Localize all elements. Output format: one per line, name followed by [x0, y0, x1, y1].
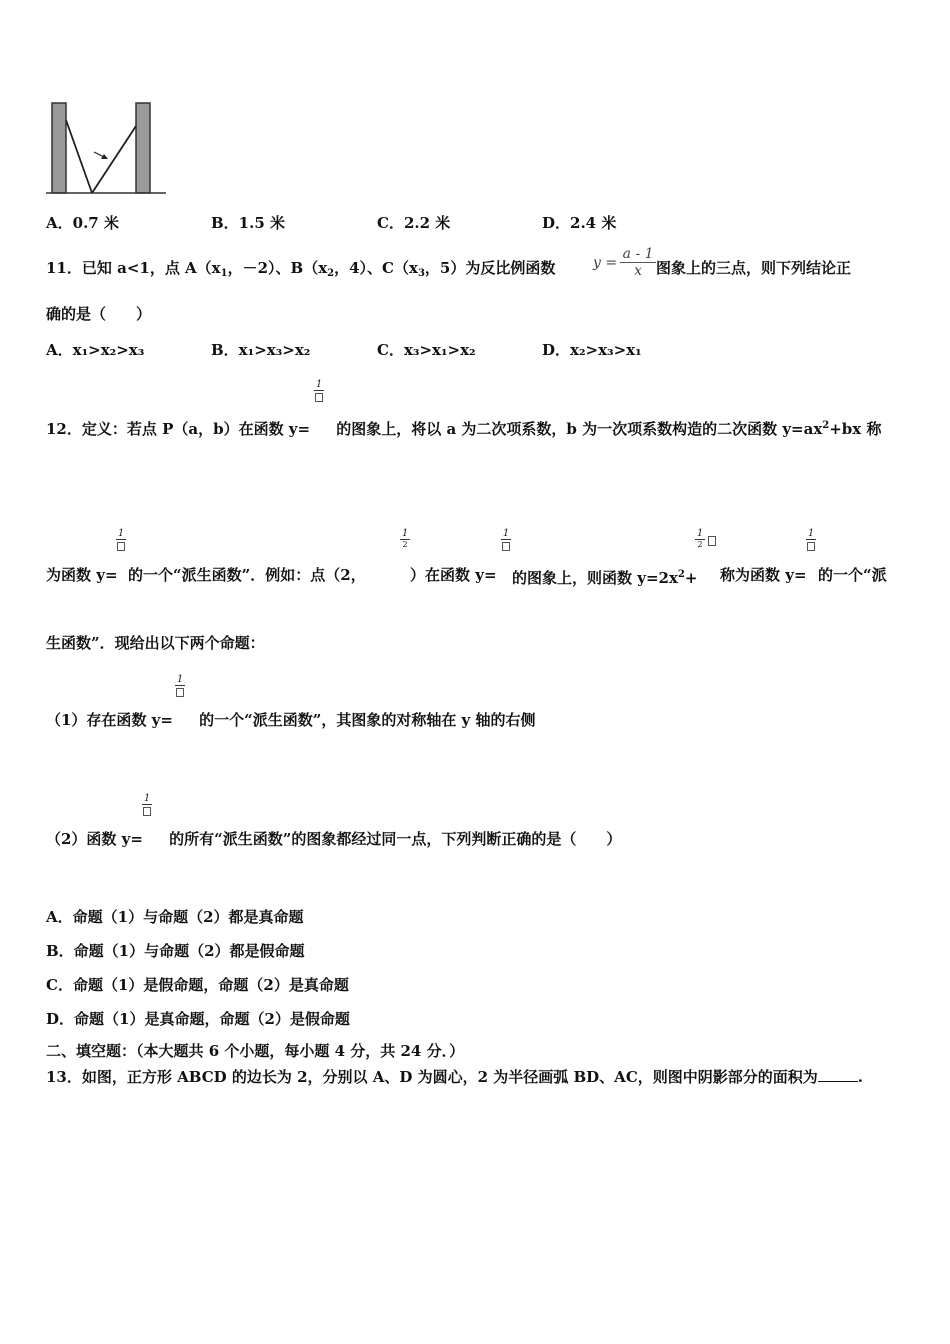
- q12-fraction-2: 1: [116, 528, 126, 551]
- q12-fraction-3: 1: [501, 528, 511, 551]
- q12-option-a: A．命题（1）与命题（2）都是真命题: [46, 908, 304, 926]
- section-2-heading: 二、填空题：（本大题共 6 个小题，每小题 4 分，共 24 分．）: [46, 1042, 465, 1060]
- q11-fraction-denominator: x: [634, 263, 643, 279]
- q10-option-c: C．2.2 米: [377, 214, 451, 232]
- q12-line2-f: 称为函数 y=: [720, 566, 807, 584]
- q11-stem-line1: 11．已知 a<1，点 $A(x_1$，－2）、$B(x_2$，4）、$C(x_3$，5）为反比例函数: [46, 259, 556, 279]
- q10-option-d: D．2.4 米: [542, 214, 617, 232]
- q12-line1: 12．定义：若点 P（a，b）在函数 y= 的图象上，将以 a 为二次项系数，b 为一次项系数构造的二次函数 $y=ax^2+bx$ 称: [46, 420, 882, 438]
- q12-fraction-5: 1: [175, 674, 185, 697]
- q12-line2-g: 的一个“派: [818, 566, 887, 584]
- q13-stem: 13．如图，正方形 ABCD 的边长为 2，分别以 A、D 为圆心，2 为半径画弧 BD、AC，则图中阴影部分的面积为 .: [46, 1068, 863, 1086]
- q11-option-d: D．x₂>x₃>x₁: [542, 341, 642, 359]
- right-wall: [136, 103, 150, 193]
- q10-option-a: A．0.7 米: [46, 214, 119, 232]
- q12-option-b: B．命题（1）与命题（2）都是假命题: [46, 942, 305, 960]
- q12-line2-b: 的一个“派生函数”．例如：点（2，: [128, 566, 366, 584]
- q12-line2-c: ）在函数 y=: [410, 566, 497, 584]
- q12-line3: 生函数”．现给出以下两个命题：: [46, 634, 265, 652]
- q12-proposition-2: （2）函数 y= 的所有“派生函数”的图象都经过同一点，下列判断正确的是（ ）: [46, 830, 622, 848]
- q11-fraction-numerator: a - 1: [622, 246, 654, 262]
- q12-proposition-1: （1）存在函数 y= 的一个“派生函数”，其图象的对称轴在 y 轴的右侧: [46, 711, 536, 729]
- q12-fraction-1: 1: [314, 379, 324, 402]
- q11-option-c: C．x₃>x₁>x₂: [377, 341, 476, 359]
- q12-option-c: C．命题（1）是假命题，命题（2）是真命题: [46, 976, 349, 994]
- q11-fraction: y = a - 1 x: [593, 246, 656, 279]
- q12-line2-d: 的图象上，则函数 $y=2x^2+$: [512, 569, 698, 587]
- ladder-left: [66, 120, 92, 193]
- q11-option-b: B．x₁>x₃>x₂: [211, 341, 311, 359]
- left-wall: [52, 103, 66, 193]
- q12-fraction-half-1: 1 2: [401, 528, 409, 549]
- q12-fraction-6: 1: [142, 793, 152, 816]
- q12-line2-a: 为函数 y=: [46, 566, 118, 584]
- q10-option-b: B．1.5 米: [211, 214, 285, 232]
- q12-missing-glyph: [708, 536, 716, 546]
- ladder-walls-figure: [44, 100, 168, 198]
- q11-stem-line1-end: 图象上的三点，则下列结论正: [656, 259, 852, 277]
- q12-fraction-4: 1: [806, 528, 816, 551]
- ladder-right: [92, 126, 136, 193]
- q11-option-a: A．x₁>x₂>x₃: [46, 341, 145, 359]
- q12-option-d: D．命题（1）是真命题，命题（2）是假命题: [46, 1010, 350, 1028]
- q12-fraction-half-2: 1 2: [696, 528, 704, 549]
- q11-stem-line2: 确的是（ ）: [46, 305, 152, 323]
- q13-answer-blank[interactable]: [818, 1069, 858, 1082]
